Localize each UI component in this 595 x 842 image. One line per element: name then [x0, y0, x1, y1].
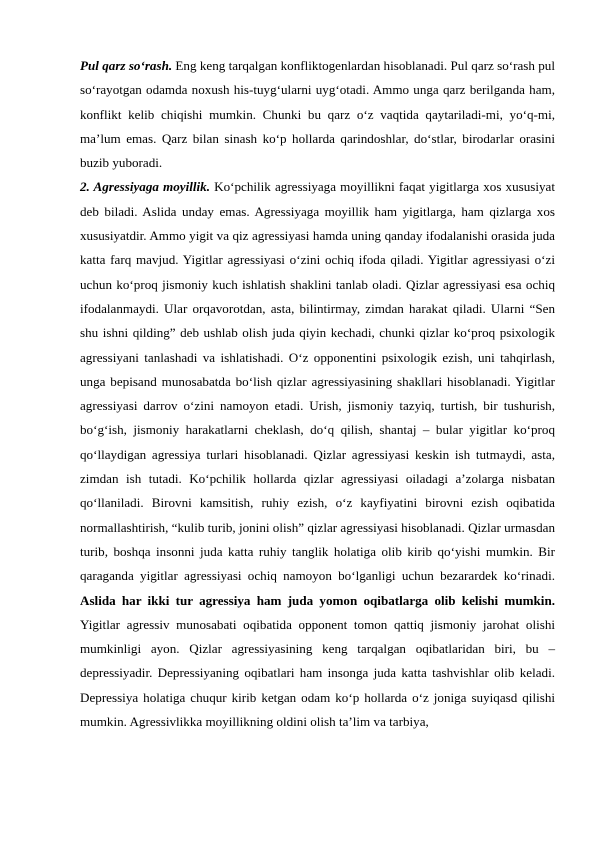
paragraph-text: Eng keng tarqalgan konfliktogenlardan hisoblanadi. Pul qarz so‘rash pul so‘rayotgan odamda noxush his-tuyg‘ularni uyg‘otadi. Ammo unga qarz berilganda ham, konflikt kelib chiqishi mumkin. Chunki bu qarz o‘z vaqtida qaytariladi-mi, yo‘q-mi, ma’lum emas. Qarz bilan sinash ko‘p hollarda qarindoshlar, do‘stlar, birodarlar orasini buzib yuboradi.	[80, 58, 555, 171]
paragraph-money-borrowing	[80, 54, 555, 175]
body-text	[80, 54, 555, 734]
paragraph-heading: Pul qarz so‘rash.	[80, 58, 173, 73]
paragraph-text: Yigitlar agressiv munosabati oqibatida opponent tomon qattiq jismoniy jarohat olishi mumkinligi ayon. Qizlar agressiyasining keng tarqalgan oqibatlaridan biri, bu – depressiyadir. Depressiyaning oqibatlari ham insonga juda katta tashvishlar olib keladi. Depressiya holatiga chuqur kirib ketgan odam ko‘p hollarda o‘z joniga suyiqasd qilishi mumkin. Agressivlikka moyillikning oldini olish ta’lim va tarbiya,	[80, 616, 555, 730]
paragraph-heading: 2. Agressiyaga moyillik.	[80, 179, 210, 195]
emphasized-sentence: Aslida har ikki tur agressiya ham juda yomon oqibatlarga olib kelishi mumkin.	[80, 592, 555, 608]
paragraph-aggression	[80, 175, 555, 734]
paragraph-text: Ko‘pchilik agressiyaga moyillikni faqat yigitlarga xos xususiyat deb biladi. Aslida unday emas. Agressiyaga moyillik ham yigitlarga, ham qizlarga xos xususiyatdir. Ammo yigit va qiz agressiyasi hamda uning qanday ifodalanishi orasida juda katta farq mavjud. Yigitlar agressiyasi o‘zini ochiq ifoda qiladi. Yigitlar agressiyasi o‘zi uchun ko‘proq jismoniy kuch ishlatish shaklini tanlab oladi. Qizlar agressiyasi esa ochiq ifodalanmaydi. Ular orqavorotdan, asta, bilintirmay, zimdan harakat qiladi. Ularni “Sen shu ishni qilding” deb ushlab olish juda qiyin kechadi, chunki qizlar ko‘proq psixologik agressiyani tanlashadi va ishlatishadi. O‘z opponentini psixologik ezish, uni tahqirlash, unga bepisand munosabatda bo‘lish qizlar agressiyasining shakllari hisoblanadi. Yigitlar agressiyasi darrov o‘zini namoyon etadi. Urish, jismoniy tazyiq, turtish, bir tushurish, bo‘g‘ish, jismoniy harakatlarni cheklash, do‘q qilish, shantaj – bular yigitlar ko‘proq qo‘llaydigan agressiya turlari hisoblanadi. Qizlar agressiyasi keskin ish tutmaydi, asta, zimdan ish tutadi. Ko‘pchilik hollarda qizlar agressiyasi oiladagi a’zolarga nisbatan qo‘llaniladi. Birovni kamsitish, ruhiy ezish, o‘z kayfiyatini birovni ezish oqibatida normallashtirish, “kulib turib, jonini olish” qizlar agressiyasi hisoblanadi. Qizlar urmasdan turib, boshqa insonni juda katta ruhiy tanglik holatiga olib kirib qo‘yishi mumkin. Bir qaraganda yigitlar agressiyasi ochiq namoyon bo‘lganligi uchun bezarardek ko‘rinadi.	[80, 179, 556, 584]
